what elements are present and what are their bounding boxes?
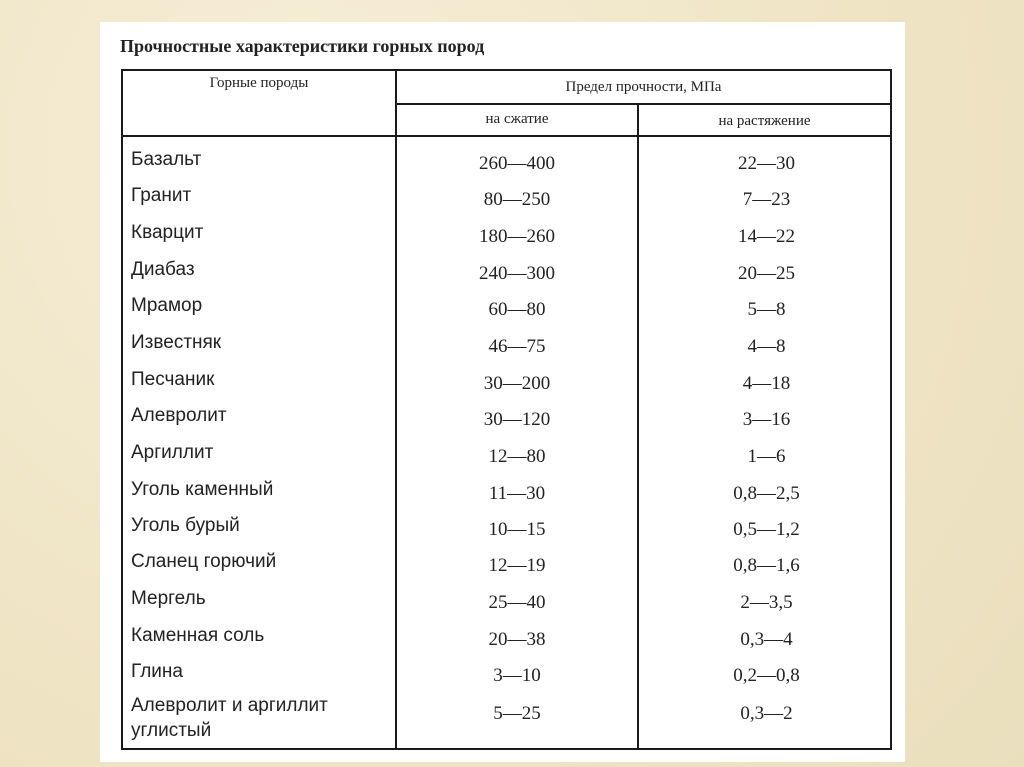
table-row: [123, 584, 890, 620]
table-row: [123, 255, 890, 291]
tension-value: 5—8: [747, 299, 786, 320]
table-row: [123, 401, 890, 437]
header-strength: Предел прочности, МПа: [565, 79, 722, 95]
compression-value: 180—260: [479, 226, 555, 247]
rock-name: Песчаник: [131, 369, 215, 390]
compression-value: 3—10: [493, 665, 541, 686]
rock-name: Каменная соль: [131, 625, 265, 646]
compression-value: 260—400: [479, 153, 555, 174]
rock-name: Мрамор: [131, 295, 203, 316]
table-row: [123, 695, 890, 745]
tension-value: 0,8—2,5: [733, 483, 800, 504]
table-row: [123, 291, 890, 327]
table-row: [123, 475, 890, 511]
table-row: [123, 547, 890, 583]
rock-name: Глина: [131, 661, 183, 682]
strength-table: [121, 69, 892, 750]
compression-value: 240—300: [479, 263, 555, 284]
table-row: [123, 328, 890, 364]
rock-name: Алевролит: [131, 405, 227, 426]
tension-value: 0,2—0,8: [733, 665, 800, 686]
rock-name: Кварцит: [131, 222, 204, 243]
tension-value: 0,3—2: [740, 703, 793, 724]
tension-value: 20—25: [738, 263, 795, 284]
tension-value: 4—18: [742, 373, 791, 394]
tension-value: 0,5—1,2: [733, 519, 800, 540]
compression-value: 60—80: [488, 299, 546, 320]
rock-name: Известняк: [131, 332, 222, 353]
tension-value: 0,3—4: [740, 629, 793, 650]
rock-name: Аргиллит: [131, 442, 214, 463]
header-rocks: Горные породы: [209, 75, 309, 91]
header-bottom-line: [123, 135, 890, 137]
compression-value: 11—30: [488, 483, 546, 504]
compression-value: 30—120: [483, 409, 551, 430]
header-divider: [395, 103, 890, 105]
rock-name: Алевролит и аргиллит углистый: [131, 695, 328, 741]
compression-value: 80—250: [483, 189, 551, 210]
table-row: [123, 181, 890, 217]
compression-value: 30—200: [483, 373, 551, 394]
tension-value: 4—8: [747, 336, 786, 357]
table-row: [123, 218, 890, 254]
rock-name: Диабаз: [131, 259, 195, 280]
compression-value: 20—38: [488, 629, 546, 650]
table-row: [123, 365, 890, 401]
tension-value: 2—3,5: [740, 592, 793, 613]
table-row: [123, 657, 890, 693]
tension-value: 1—6: [747, 446, 786, 467]
compression-value: 10—15: [488, 519, 546, 540]
table-row: [123, 145, 890, 181]
tension-value: 22—30: [738, 153, 795, 174]
compression-value: 25—40: [488, 592, 546, 613]
compression-value: 5—25: [493, 703, 541, 724]
rock-name: Уголь бурый: [131, 515, 240, 536]
compression-value: 12—80: [488, 446, 546, 467]
table-row: [123, 511, 890, 547]
tension-value: 7—23: [742, 189, 791, 210]
tension-value: 14—22: [738, 226, 795, 247]
table-row: [123, 621, 890, 657]
rock-name: Гранит: [131, 185, 192, 206]
document-page: [100, 22, 905, 762]
rock-name: Сланец горючий: [131, 551, 277, 572]
tension-value: 0,8—1,6: [733, 555, 800, 576]
rock-name: Уголь каменный: [131, 479, 274, 500]
rock-name: Мергель: [131, 588, 206, 609]
tension-value: 3—16: [742, 409, 791, 430]
table-title: Прочностные характеристики горных пород: [120, 36, 485, 56]
table-row: [123, 438, 890, 474]
header-compression: на сжатие: [485, 111, 549, 127]
header-tension: на растяжение: [718, 113, 811, 129]
rock-name: Базальт: [131, 149, 202, 170]
compression-value: 46—75: [488, 336, 546, 357]
compression-value: 12—19: [488, 555, 546, 576]
